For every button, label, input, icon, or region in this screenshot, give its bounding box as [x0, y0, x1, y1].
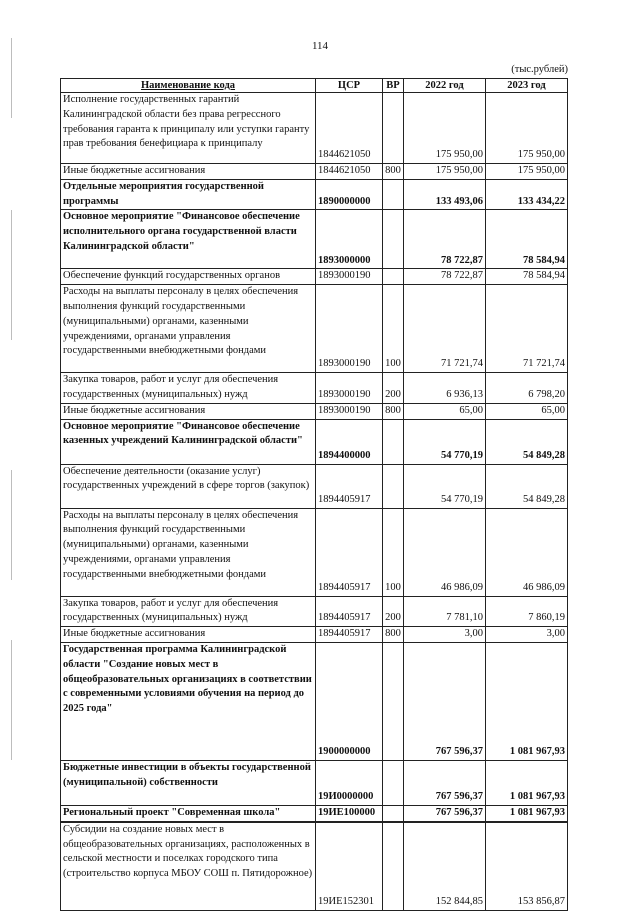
cell-csr: 19ИЕ100000 [316, 805, 383, 821]
cell-y2023: 175 950,00 [486, 164, 568, 180]
cell-y2022: 767 596,37 [404, 760, 486, 805]
table-row [61, 822, 568, 911]
cell-y2023: 54 849,28 [486, 464, 568, 508]
cell-y2022: 152 844,85 [404, 822, 486, 911]
cell-name: Основное мероприятие "Финансовое обеспечение казенных учреждений Калининградской области" [61, 419, 316, 464]
table-body [61, 93, 568, 911]
cell-y2023: 153 856,87 [486, 822, 568, 911]
units-label: (тыс.рублей) [511, 64, 568, 75]
page-number: 114 [311, 40, 329, 52]
cell-name: Иные бюджетные ассигнования [61, 627, 316, 643]
table-row [61, 627, 568, 643]
budget-table [60, 78, 568, 911]
cell-y2023: 71 721,74 [486, 285, 568, 373]
cell-name: Региональный проект "Современная школа" [61, 805, 316, 821]
cell-vr: 200 [383, 373, 404, 404]
table-header-row [61, 79, 568, 93]
cell-vr [383, 210, 404, 269]
cell-y2022: 3,00 [404, 627, 486, 643]
table-row [61, 419, 568, 464]
table-row [61, 164, 568, 180]
cell-name: Государственная программа Калининградской области "Создание новых мест в общеобразовательных организациях в соответствии с современными условиями обучения на период до 2025 года" [61, 642, 316, 760]
cell-y2023: 65,00 [486, 403, 568, 419]
cell-name: Расходы на выплаты персоналу в целях обеспечения выполнения функций государственными (муниципальными) органами, казенными учреждениями, органами управления государственными внебюджетными фондами [61, 508, 316, 596]
cell-y2022: 46 986,09 [404, 508, 486, 596]
cell-y2022: 71 721,74 [404, 285, 486, 373]
cell-csr: 1900000000 [316, 642, 383, 760]
cell-name: Расходы на выплаты персоналу в целях обеспечения выполнения функций государственными (муниципальными) органами, казенными учреждениями, органами управления государственными внебюджетными фондами [61, 285, 316, 373]
cell-vr: 800 [383, 403, 404, 419]
cell-vr [383, 760, 404, 805]
cell-csr: 1893000190 [316, 269, 383, 285]
cell-y2022: 78 722,87 [404, 210, 486, 269]
cell-name: Иные бюджетные ассигнования [61, 164, 316, 180]
cell-name: Обеспечение функций государственных органов [61, 269, 316, 285]
cell-y2023: 175 950,00 [486, 93, 568, 164]
cell-csr: 1894405917 [316, 464, 383, 508]
header-csr: ЦСР [316, 79, 383, 93]
cell-y2022: 767 596,37 [404, 805, 486, 821]
cell-y2023: 78 584,94 [486, 210, 568, 269]
cell-y2022: 54 770,19 [404, 419, 486, 464]
cell-y2023: 6 798,20 [486, 373, 568, 404]
cell-csr: 19ИЕ152301 [316, 822, 383, 911]
cell-csr: 1894400000 [316, 419, 383, 464]
cell-y2022: 7 781,10 [404, 596, 486, 627]
cell-vr: 200 [383, 596, 404, 627]
cell-name: Основное мероприятие "Финансовое обеспечение исполнительного органа государственной власти Калининградской области" [61, 210, 316, 269]
cell-name: Отдельные мероприятия государственной программы [61, 179, 316, 210]
cell-y2022: 65,00 [404, 403, 486, 419]
cell-name: Бюджетные инвестиции в объекты государственной (муниципальной) собственности [61, 760, 316, 805]
cell-y2023: 133 434,22 [486, 179, 568, 210]
table-row [61, 464, 568, 508]
cell-y2022: 767 596,37 [404, 642, 486, 760]
cell-vr [383, 642, 404, 760]
cell-csr: 1893000190 [316, 285, 383, 373]
table-row [61, 285, 568, 373]
cell-y2023: 1 081 967,93 [486, 760, 568, 805]
cell-name: Закупка товаров, работ и услуг для обеспечения государственных (муниципальных) нужд [61, 596, 316, 627]
header-2022: 2022 год [404, 79, 486, 93]
cell-y2022: 133 493,06 [404, 179, 486, 210]
cell-csr: 1894405917 [316, 627, 383, 643]
cell-y2023: 7 860,19 [486, 596, 568, 627]
cell-y2023: 1 081 967,93 [486, 805, 568, 821]
cell-y2022: 54 770,19 [404, 464, 486, 508]
cell-csr: 1844621050 [316, 164, 383, 180]
cell-y2023: 46 986,09 [486, 508, 568, 596]
scan-margin-line [11, 210, 12, 340]
table-row [61, 760, 568, 805]
cell-csr: 19И0000000 [316, 760, 383, 805]
cell-y2022: 6 936,13 [404, 373, 486, 404]
cell-name: Закупка товаров, работ и услуг для обеспечения государственных (муниципальных) нужд [61, 373, 316, 404]
cell-vr [383, 805, 404, 821]
cell-csr: 1894405917 [316, 508, 383, 596]
cell-name: Субсидии на создание новых мест в общеобразовательных организациях, расположенных в сельской местности и поселках городского типа (строительство корпуса МБОУ СОШ п. Пятидорожное) [61, 822, 316, 911]
scan-margin-line [11, 640, 12, 760]
cell-vr [383, 464, 404, 508]
table-row [61, 93, 568, 164]
cell-name: Обеспечение деятельности (оказание услуг) государственных учреждений в сфере торгов (закупок) [61, 464, 316, 508]
table-row [61, 642, 568, 760]
table-row [61, 596, 568, 627]
cell-vr: 800 [383, 627, 404, 643]
cell-vr [383, 822, 404, 911]
scan-margin-line [11, 470, 12, 580]
header-vr: ВР [383, 79, 404, 93]
table-row [61, 508, 568, 596]
cell-name: Иные бюджетные ассигнования [61, 403, 316, 419]
cell-y2023: 3,00 [486, 627, 568, 643]
header-name: Наименование кода [61, 79, 316, 93]
cell-vr [383, 419, 404, 464]
cell-vr: 100 [383, 285, 404, 373]
cell-vr [383, 269, 404, 285]
cell-csr: 1893000190 [316, 403, 383, 419]
cell-csr: 1894405917 [316, 596, 383, 627]
cell-csr: 1844621050 [316, 93, 383, 164]
cell-y2022: 175 950,00 [404, 164, 486, 180]
cell-y2022: 78 722,87 [404, 269, 486, 285]
cell-csr: 1893000000 [316, 210, 383, 269]
table-row [61, 373, 568, 404]
cell-csr: 1890000000 [316, 179, 383, 210]
cell-vr [383, 93, 404, 164]
cell-y2023: 54 849,28 [486, 419, 568, 464]
cell-csr: 1893000190 [316, 373, 383, 404]
cell-vr: 100 [383, 508, 404, 596]
header-2023: 2023 год [486, 79, 568, 93]
table-row [61, 210, 568, 269]
cell-y2023: 1 081 967,93 [486, 642, 568, 760]
cell-vr: 800 [383, 164, 404, 180]
table-row [61, 179, 568, 210]
cell-y2023: 78 584,94 [486, 269, 568, 285]
cell-name: Исполнение государственных гарантий Калининградской области без права регрессного требования гаранта к принципалу или уступки гаранту прав требования бенефициара к принципалу [61, 93, 316, 164]
table-row [61, 269, 568, 285]
table-row [61, 805, 568, 821]
table-row [61, 403, 568, 419]
cell-y2022: 175 950,00 [404, 93, 486, 164]
cell-vr [383, 179, 404, 210]
